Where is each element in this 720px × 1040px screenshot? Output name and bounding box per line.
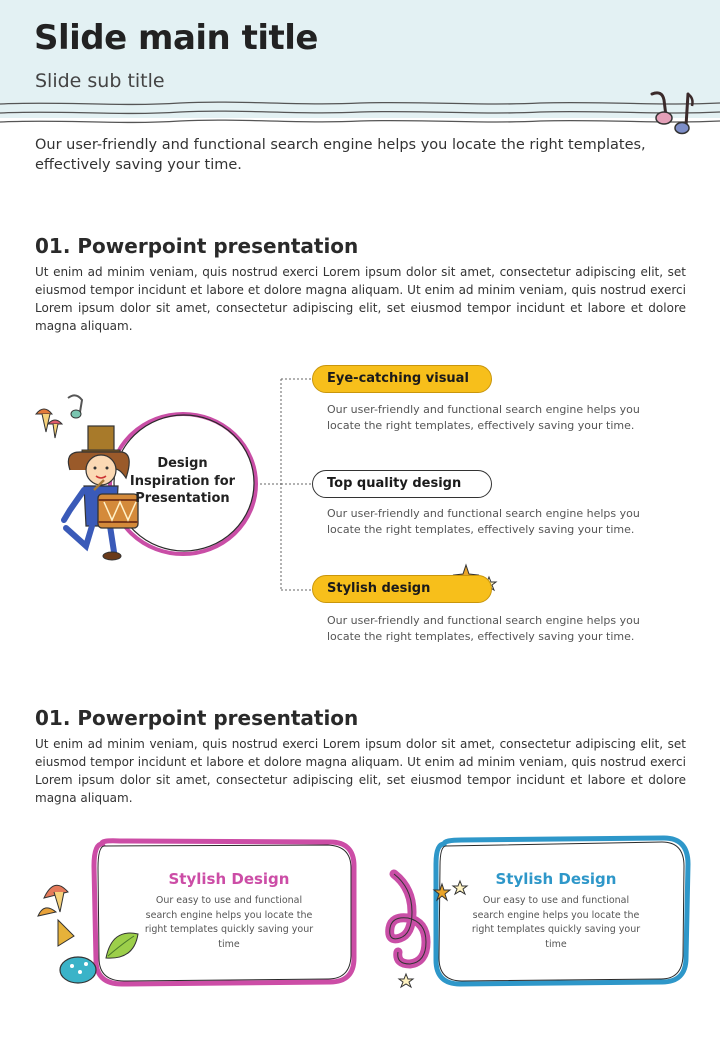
page-title: Slide main title bbox=[34, 18, 318, 58]
intro-text: Our user-friendly and functional search engine helps you locate the right templates, effectively saving your time. bbox=[35, 137, 646, 173]
card-text: Our easy to use and functional search engine helps you locate the right templates quickly saving your time bbox=[471, 895, 641, 950]
section-body: Ut enim ad minim veniam, quis nostrud exerci Lorem ipsum dolor sit amet, consectetur adipiscing elit, set eiusmod tempor incidunt et labore et dolore magna aliquam. Ut enim ad minim veniam, quis nostrud exerci Lorem ipsum dolor sit amet, consectetur adipiscing elit, set eiusmod tempor incidunt et labore et dolore magna aliquam. bbox=[35, 265, 686, 333]
section-body: Ut enim ad minim veniam, quis nostrud exerci Lorem ipsum dolor sit amet, consectetur adipiscing elit, set eiusmod tempor incidunt et labore et dolore magna aliquam. Ut enim ad minim veniam, quis nostrud exerci Lorem ipsum dolor sit amet, consectetur adipiscing elit, set eiusmod tempor incidunt et labore et dolore magna aliquam. bbox=[35, 737, 686, 805]
treble-clef-icon bbox=[390, 874, 426, 964]
diagram-center-label: Design Inspiration for Presentation bbox=[129, 456, 236, 506]
pill-top-quality-design: Top quality design bbox=[312, 470, 492, 498]
section-heading: 01. Powerpoint presentation bbox=[35, 234, 359, 258]
wavy-line-divider bbox=[0, 96, 720, 130]
pill-eye-catching-visual: Eye-catching visual bbox=[312, 365, 492, 393]
small-note-icon bbox=[68, 395, 82, 418]
card-title: Stylish Design bbox=[168, 870, 290, 888]
mushroom-icon bbox=[36, 409, 62, 438]
music-note-icon bbox=[644, 86, 700, 138]
pill-stylish-design: Stylish design bbox=[312, 575, 492, 603]
pill-description: Our user-friendly and functional search engine helps you locate the right templates, effectively saving your time. bbox=[327, 614, 640, 643]
pill-description: Our user-friendly and functional search engine helps you locate the right templates, effectively saving your time. bbox=[327, 507, 640, 536]
mushroom-icon bbox=[38, 885, 68, 916]
section-heading: 01. Powerpoint presentation bbox=[35, 706, 359, 730]
egg-icon bbox=[60, 957, 96, 983]
card-title: Stylish Design bbox=[495, 870, 617, 888]
card-text: Our easy to use and functional search engine helps you locate the right templates quickly saving your time bbox=[144, 895, 314, 950]
pill-description: Our user-friendly and functional search engine helps you locate the right templates, effectively saving your time. bbox=[327, 403, 640, 432]
page-subtitle: Slide sub title bbox=[35, 70, 165, 92]
